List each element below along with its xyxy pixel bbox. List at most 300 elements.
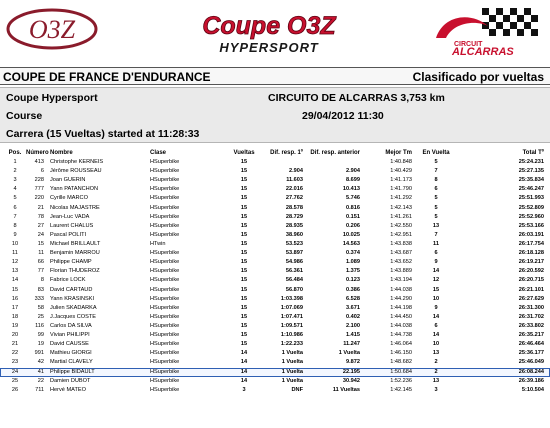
cell-laps: 14 xyxy=(240,377,248,384)
cell-name: Benjamin MARROU xyxy=(50,250,100,257)
table-row xyxy=(0,240,550,249)
results-table xyxy=(0,148,550,395)
cell-number: 11 xyxy=(38,250,44,257)
cell-laps: 15 xyxy=(240,277,248,284)
cell-laps: 15 xyxy=(240,222,248,229)
cell-gap-first: 1:07.471 xyxy=(280,313,303,320)
cell-total-time: 25:35.834 xyxy=(518,177,544,184)
table-row xyxy=(0,222,550,231)
cell-total-time: 26:18.128 xyxy=(518,250,544,257)
cell-number: 8 xyxy=(40,277,44,284)
cell-in-lap: 15 xyxy=(432,286,440,293)
cell-name: Jérôme ROUSSEAU xyxy=(50,168,102,175)
cell-name: Philippe BIDAULT xyxy=(50,368,95,375)
cell-pos: 25 xyxy=(11,377,19,384)
cell-total-time: 5:10.504 xyxy=(521,386,544,393)
cell-gap-first: 1:07.069 xyxy=(280,304,303,311)
cell-total-time: 26:20.715 xyxy=(518,277,544,284)
cell-best-lap: 1:42.145 xyxy=(390,386,412,393)
cell-gap-first: 54.986 xyxy=(285,259,303,266)
cell-total-time: 25:36.177 xyxy=(518,350,544,357)
cell-laps: 15 xyxy=(240,259,248,266)
cell-gap-first: DNF xyxy=(291,386,303,393)
cell-total-time: 26:27.629 xyxy=(518,295,544,302)
cell-total-time: 25:24.231 xyxy=(518,159,544,165)
table-row xyxy=(0,276,550,285)
cell-pos: 16 xyxy=(11,295,19,302)
cell-in-lap: 10 xyxy=(432,295,440,302)
table-row xyxy=(0,331,550,340)
cell-gap-previous: 1.415 xyxy=(346,332,360,339)
table-row xyxy=(0,258,550,267)
cell-in-lap: 6 xyxy=(434,250,438,257)
cell-class: HSuperbike xyxy=(150,213,180,220)
race-info-box xyxy=(0,87,550,143)
cell-best-lap: 1:44.198 xyxy=(390,304,412,311)
cell-gap-previous: 5.746 xyxy=(346,195,360,202)
cell-class: HSuperbike xyxy=(150,250,180,257)
cell-best-lap: 1:42.951 xyxy=(390,231,412,238)
col-name: Nombre xyxy=(50,150,73,156)
cell-total-time: 26:20.592 xyxy=(518,268,544,275)
cell-number: 41 xyxy=(37,368,44,375)
col-gap-first: Dif. resp. 1º xyxy=(270,150,303,156)
cell-laps: 15 xyxy=(240,177,248,184)
cell-total-time: 25:46.247 xyxy=(518,186,544,193)
cell-name: Florian THUDEROZ xyxy=(50,268,100,275)
circuit-text: CIRCUIT xyxy=(454,41,483,48)
cell-number: 27 xyxy=(37,222,44,229)
cell-name: Cyrille MARCO xyxy=(50,195,88,202)
cell-best-lap: 1:43.652 xyxy=(390,259,412,266)
cell-best-lap: 1:41.173 xyxy=(390,177,412,184)
cell-total-time: 25:46.049 xyxy=(518,359,544,366)
cell-class: HSuperbike xyxy=(150,368,180,375)
cell-gap-first: 11.603 xyxy=(286,177,303,184)
cell-number: 22 xyxy=(37,377,44,384)
event-title: COUPE DE FRANCE D'ENDURANCE xyxy=(3,70,211,84)
cell-best-lap: 1:40.848 xyxy=(390,159,412,165)
cell-class: HSuperbike xyxy=(150,286,180,293)
cell-name: Hervé MATEO xyxy=(50,386,86,393)
cell-class: HSuperbike xyxy=(150,359,180,366)
cell-in-lap: 7 xyxy=(434,231,438,238)
cell-class: HSuperbike xyxy=(150,295,180,302)
cell-laps: 15 xyxy=(240,250,248,257)
cell-laps: 15 xyxy=(240,286,248,293)
cell-pos: 9 xyxy=(13,231,17,238)
table-row xyxy=(0,322,550,331)
cell-in-lap: 9 xyxy=(434,259,438,266)
cell-gap-previous: 0.151 xyxy=(346,213,360,220)
cell-best-lap: 1:52.236 xyxy=(390,377,412,384)
coupe-o3z-text: Coupe O3Z xyxy=(202,12,336,40)
table-row xyxy=(0,340,550,349)
cell-in-lap: 2 xyxy=(434,359,438,366)
cell-gap-first: 28.935 xyxy=(285,222,303,229)
cell-gap-previous: 2.100 xyxy=(346,322,360,329)
cell-pos: 14 xyxy=(11,277,19,284)
cell-laps: 15 xyxy=(240,213,248,220)
cell-gap-first: 53.897 xyxy=(285,250,303,257)
cell-gap-first: 1 Vuelta xyxy=(281,368,303,375)
table-row xyxy=(0,368,550,377)
cell-name: Carlos DA SILVA xyxy=(50,322,92,329)
race-description: Carrera (15 Vueltas) started at 11:28:33 xyxy=(6,128,200,140)
cell-gap-previous: 0.402 xyxy=(346,313,360,320)
cell-number: 66 xyxy=(37,259,44,266)
cell-gap-first: 27.762 xyxy=(285,195,303,202)
circuit-name: CIRCUITO DE ALCARRAS 3,753 km xyxy=(268,92,445,104)
cell-gap-first: 53.523 xyxy=(285,240,303,247)
cell-number: 228 xyxy=(34,177,44,184)
cell-name: David CARTAUD xyxy=(50,286,93,293)
col-laps: Vueltas xyxy=(233,150,255,156)
classification-type: Clasificado por vueltas xyxy=(412,70,544,84)
cell-laps: 14 xyxy=(240,350,248,357)
table-row xyxy=(0,167,550,176)
cell-pos: 1 xyxy=(13,159,17,165)
cell-gap-first: 1:10.986 xyxy=(280,332,303,339)
cell-class: HSuperbike xyxy=(150,186,180,193)
hypersport-text: HYPERSPORT xyxy=(219,40,319,55)
cell-total-time: 25:27.135 xyxy=(518,168,544,175)
table-row xyxy=(0,304,550,313)
cell-in-lap: 14 xyxy=(432,268,440,275)
cell-pos: 22 xyxy=(11,350,19,357)
cell-number: 991 xyxy=(34,350,44,357)
cell-total-time: 25:53.166 xyxy=(518,222,544,229)
cell-number: 24 xyxy=(37,231,44,238)
cell-in-lap: 13 xyxy=(432,377,440,384)
cell-in-lap: 8 xyxy=(434,177,438,184)
cell-best-lap: 1:44.738 xyxy=(390,332,412,339)
col-class: Clase xyxy=(150,150,167,156)
cell-best-lap: 1:40.429 xyxy=(390,168,412,175)
cell-pos: 8 xyxy=(13,222,17,229)
col-in-lap: En Vuelta xyxy=(422,150,450,156)
session-date: 29/04/2012 11:30 xyxy=(302,110,384,122)
cell-gap-first: 1 Vuelta xyxy=(281,350,303,357)
cell-best-lap: 1:44.038 xyxy=(390,286,412,293)
cell-name: Damien DUBOT xyxy=(50,377,91,384)
o3z-logo-text: O3Z xyxy=(28,15,76,44)
cell-total-time: 26:35.217 xyxy=(518,332,544,339)
cell-laps: 15 xyxy=(240,313,248,320)
cell-gap-previous: 11 Vueltas xyxy=(332,386,360,393)
session-name: Course xyxy=(6,110,43,122)
cell-gap-previous: 0.206 xyxy=(346,222,360,229)
cell-in-lap: 14 xyxy=(432,313,440,320)
col-number: Número xyxy=(26,150,49,156)
cell-gap-first: 22.016 xyxy=(285,186,303,193)
cell-pos: 18 xyxy=(11,313,19,320)
cell-total-time: 26:46.464 xyxy=(518,341,544,348)
cell-pos: 24 xyxy=(11,368,19,375)
cell-gap-previous: 10.413 xyxy=(342,186,360,193)
cell-class: HSuperbike xyxy=(150,313,180,320)
cell-gap-previous: 30.942 xyxy=(342,377,360,384)
cell-gap-previous: 3.671 xyxy=(346,304,360,311)
table-row xyxy=(0,295,550,304)
cell-pos: 11 xyxy=(12,250,18,257)
cell-total-time: 26:33.802 xyxy=(518,322,544,329)
cell-class: HSuperbike xyxy=(150,341,180,348)
cell-gap-previous: 22.195 xyxy=(342,368,360,375)
cell-class: HSuperbike xyxy=(150,386,180,393)
col-pos: Pos. xyxy=(8,150,22,156)
cell-total-time: 26:31.702 xyxy=(518,313,544,320)
cell-best-lap: 1:44.290 xyxy=(390,295,412,302)
cell-name: Julien SKADARKA xyxy=(50,304,97,311)
cell-in-lap: 13 xyxy=(432,350,440,357)
cell-gap-previous: 1 Vuelta xyxy=(338,350,360,357)
cell-best-lap: 1:43.687 xyxy=(390,250,412,257)
table-row xyxy=(0,204,550,213)
cell-in-lap: 3 xyxy=(434,386,438,393)
cell-laps: 15 xyxy=(240,295,248,302)
cell-class: HSuperbike xyxy=(150,195,180,202)
cell-gap-previous: 14.563 xyxy=(342,240,360,247)
cell-number: 21 xyxy=(37,204,44,211)
title-bar xyxy=(0,67,550,85)
cell-class: HSuperbike xyxy=(150,259,180,266)
cell-pos: 3 xyxy=(13,177,17,184)
cell-gap-first: 1:09.571 xyxy=(280,322,303,329)
table-row xyxy=(0,286,550,295)
cell-gap-first: 56.870 xyxy=(285,286,303,293)
cell-in-lap: 5 xyxy=(434,204,438,211)
cell-name: Vivian PHILIPPI xyxy=(50,332,90,339)
cell-number: 220 xyxy=(34,195,44,202)
cell-best-lap: 1:43.194 xyxy=(390,277,412,284)
cell-class: HSuperbike xyxy=(150,350,180,357)
table-row xyxy=(0,313,550,322)
coupe-o3z-hypersport-logo xyxy=(196,8,342,56)
cell-number: 333 xyxy=(34,295,44,302)
cell-gap-previous: 11.247 xyxy=(343,341,360,348)
cell-pos: 17 xyxy=(11,304,19,311)
table-body xyxy=(0,158,550,395)
cell-in-lap: 5 xyxy=(434,213,438,220)
cell-pos: 7 xyxy=(13,213,17,220)
cell-gap-first: 2.904 xyxy=(289,168,303,175)
cell-best-lap: 1:41.790 xyxy=(390,186,412,193)
col-gap-previous: Dif. resp. anterior xyxy=(310,150,360,156)
cell-in-lap: 5 xyxy=(434,195,438,202)
o3z-logo xyxy=(6,7,98,51)
cell-gap-previous: 1.089 xyxy=(346,259,360,266)
cell-total-time: 26:31.300 xyxy=(518,304,544,311)
cell-best-lap: 1:46.064 xyxy=(390,341,412,348)
cell-gap-first: 56.361 xyxy=(285,268,303,275)
cell-pos: 5 xyxy=(13,195,17,202)
cell-number: 413 xyxy=(34,159,44,165)
cell-laps: 15 xyxy=(240,195,248,202)
cell-best-lap: 1:44.450 xyxy=(390,313,412,320)
cell-in-lap: 7 xyxy=(434,168,438,175)
cell-laps: 15 xyxy=(240,186,248,193)
cell-class: HSuperbike xyxy=(150,222,180,229)
cell-gap-first: 1 Vuelta xyxy=(281,377,303,384)
cell-name: Joan GUERIN xyxy=(50,177,86,184)
cell-gap-first: 38.960 xyxy=(285,231,303,238)
cell-pos: 2 xyxy=(13,168,17,175)
cell-class: HSuperbike xyxy=(150,159,180,165)
cell-gap-previous: 10.025 xyxy=(342,231,360,238)
cell-number: 777 xyxy=(34,186,44,193)
circuit-alcarras-logo xyxy=(432,6,540,56)
cell-gap-first: 56.484 xyxy=(285,277,303,284)
cell-laps: 3 xyxy=(242,386,246,393)
cell-total-time: 26:21.101 xyxy=(518,286,544,293)
cell-gap-previous: 8.699 xyxy=(346,177,360,184)
cell-gap-first: 28.729 xyxy=(285,213,303,220)
col-total-time: Total Tº xyxy=(522,150,544,156)
cell-in-lap: 9 xyxy=(434,304,438,311)
cell-best-lap: 1:44.038 xyxy=(390,322,412,329)
cell-total-time: 25:51.993 xyxy=(518,195,544,202)
cell-number: 6 xyxy=(40,168,44,175)
cell-best-lap: 1:46.150 xyxy=(390,350,412,357)
cell-in-lap: 6 xyxy=(434,186,438,193)
cell-pos: 6 xyxy=(13,204,17,211)
cell-name: Philippe CHAMP xyxy=(50,259,92,266)
cell-best-lap: 1:42.550 xyxy=(390,222,412,229)
cell-total-time: 25:52.809 xyxy=(518,204,544,211)
cell-in-lap: 13 xyxy=(432,222,440,229)
table-row xyxy=(0,377,550,386)
cell-pos: 19 xyxy=(11,322,19,329)
cell-name: Michael BRILLAULT xyxy=(50,240,101,247)
cell-best-lap: 1:48.682 xyxy=(390,359,412,366)
cell-class: HSuperbike xyxy=(150,177,180,184)
cell-number: 711 xyxy=(35,386,44,393)
cell-number: 19 xyxy=(37,341,44,348)
cell-in-lap: 11 xyxy=(433,240,439,247)
cell-name: Christophe KERNEIS xyxy=(50,159,104,165)
cell-pos: 15 xyxy=(11,286,19,293)
cell-in-lap: 6 xyxy=(434,322,438,329)
cell-name: Yann KRASINSKI xyxy=(50,295,95,302)
series-name: Coupe Hypersport xyxy=(6,92,98,104)
cell-number: 83 xyxy=(37,286,44,293)
cell-best-lap: 1:43.838 xyxy=(390,240,412,247)
cell-number: 15 xyxy=(37,240,44,247)
cell-class: HSuperbike xyxy=(150,277,180,284)
cell-laps: 15 xyxy=(240,204,248,211)
cell-gap-first: 1 Vuelta xyxy=(281,359,303,366)
table-row xyxy=(0,185,550,194)
cell-class: HSuperbike xyxy=(150,332,180,339)
table-row xyxy=(0,267,550,276)
cell-laps: 15 xyxy=(240,159,248,165)
table-row xyxy=(0,249,550,258)
cell-laps: 14 xyxy=(240,368,248,375)
cell-name: Jean-Luc VADA xyxy=(50,213,90,220)
cell-pos: 26 xyxy=(11,386,19,393)
cell-name: J.Jacques COSTE xyxy=(50,313,97,320)
cell-name: David CAUSSE xyxy=(50,341,89,348)
cell-total-time: 26:39.186 xyxy=(518,377,544,384)
cell-class: HSuperbike xyxy=(150,377,180,384)
cell-number: 78 xyxy=(37,213,44,220)
cell-in-lap: 5 xyxy=(434,159,438,165)
table-row xyxy=(0,386,550,395)
table-row xyxy=(0,358,550,367)
cell-number: 58 xyxy=(37,304,44,311)
cell-class: HSuperbike xyxy=(150,168,180,175)
cell-class: HSuperbike xyxy=(150,322,180,329)
cell-laps: 15 xyxy=(240,332,248,339)
cell-best-lap: 1:50.684 xyxy=(390,368,412,375)
cell-number: 42 xyxy=(37,359,44,366)
cell-pos: 10 xyxy=(11,240,19,247)
cell-gap-previous: 6.528 xyxy=(346,295,360,302)
cell-name: Yann PATANCHON xyxy=(50,186,99,193)
cell-laps: 15 xyxy=(240,168,248,175)
table-row xyxy=(0,194,550,203)
cell-best-lap: 1:41.261 xyxy=(390,213,412,220)
cell-gap-previous: 1.375 xyxy=(346,268,360,275)
cell-pos: 23 xyxy=(11,359,19,366)
cell-name: Laurent CHALUS xyxy=(50,222,94,229)
alcarras-text: ALCARRAS xyxy=(452,46,514,56)
cell-gap-first: 1:03.398 xyxy=(280,295,303,302)
cell-gap-first: 28.578 xyxy=(285,204,303,211)
cell-gap-previous: 2.904 xyxy=(346,168,360,175)
cell-best-lap: 1:43.889 xyxy=(390,268,412,275)
cell-laps: 15 xyxy=(240,231,248,238)
cell-laps: 15 xyxy=(240,240,248,247)
track-swoosh-icon xyxy=(436,17,488,38)
table-row xyxy=(0,231,550,240)
cell-class: HSuperbike xyxy=(150,304,180,311)
cell-gap-first: 1:22.233 xyxy=(280,341,303,348)
cell-best-lap: 1:42.143 xyxy=(390,204,412,211)
cell-pos: 4 xyxy=(13,186,17,193)
cell-pos: 12 xyxy=(11,259,19,266)
cell-laps: 15 xyxy=(240,304,248,311)
cell-name: Martial CLAVELY xyxy=(50,359,93,366)
cell-number: 116 xyxy=(35,322,44,329)
cell-total-time: 26:08.244 xyxy=(518,368,544,375)
table-row xyxy=(0,349,550,358)
cell-gap-previous: 0.374 xyxy=(346,250,360,257)
cell-gap-previous: 0.386 xyxy=(346,286,360,293)
table-row xyxy=(0,158,550,167)
cell-pos: 20 xyxy=(11,332,19,339)
table-row xyxy=(0,213,550,222)
cell-class: HSuperbike xyxy=(150,204,180,211)
cell-best-lap: 1:41.292 xyxy=(390,195,412,202)
cell-class: HSuperbike xyxy=(150,231,180,238)
cell-name: Fabrice LOCK xyxy=(50,277,86,284)
cell-number: 77 xyxy=(37,268,44,275)
cell-class: HTwin xyxy=(150,240,166,247)
cell-in-lap: 10 xyxy=(432,341,440,348)
cell-laps: 15 xyxy=(240,341,248,348)
cell-number: 99 xyxy=(37,332,44,339)
table-header xyxy=(0,148,550,158)
cell-laps: 15 xyxy=(240,322,248,329)
cell-name: Nicolas MAJASTRE xyxy=(50,204,100,211)
cell-laps: 14 xyxy=(240,359,248,366)
cell-class: HSuperbike xyxy=(150,268,180,275)
checkered-flag-icon xyxy=(482,8,538,36)
cell-total-time: 26:19.217 xyxy=(518,259,544,266)
cell-pos: 13 xyxy=(11,268,19,275)
